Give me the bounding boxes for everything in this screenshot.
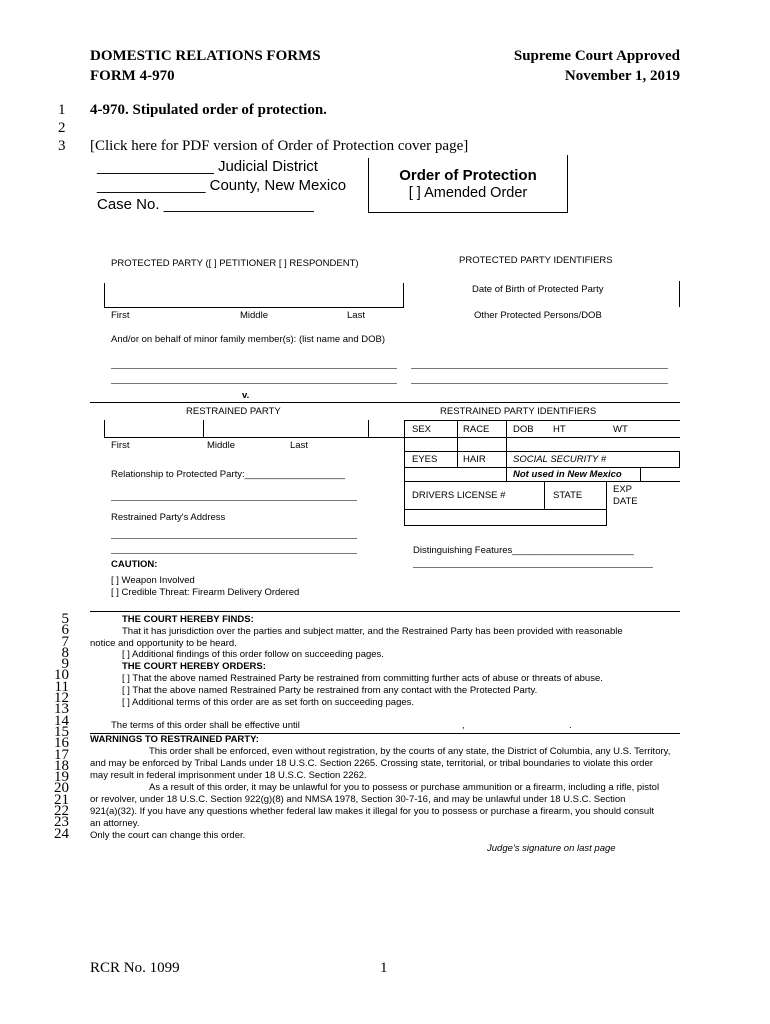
warning-text: This order shall be enforced, even without registration, by the courts of any state, the District of Columbia, any U.S. Territory, xyxy=(149,746,671,757)
race-label: RACE xyxy=(463,424,490,435)
weight-label: WT xyxy=(613,424,628,435)
minor-field-1[interactable] xyxy=(111,368,397,369)
additional-findings-checkbox[interactable]: [ ] Additional findings of this order follow on succeeding pages. xyxy=(122,649,384,660)
other-field-1[interactable] xyxy=(411,368,668,369)
ssn-note: Not used in New Mexico xyxy=(513,469,622,480)
first-name-label: First xyxy=(111,310,130,321)
warning-text: As a result of this order, it may be unlawful for you to possess or purchase ammunition or a firearm, including a rifle, pistol xyxy=(149,782,660,793)
approval-date: November 1, 2019 xyxy=(564,68,680,84)
sex-label: SEX xyxy=(412,424,432,435)
approval-text: Supreme Court Approved xyxy=(513,48,680,64)
last-name-label: Last xyxy=(290,440,308,451)
order-no-contact-checkbox[interactable]: [ ] That the above named Restrained Party be restrained from any contact with the Protected Party. xyxy=(122,685,538,696)
grid-line xyxy=(404,437,680,438)
line-number: 1 xyxy=(58,102,66,118)
protected-name-field[interactable] xyxy=(104,307,404,308)
last-name-label: Last xyxy=(347,310,365,321)
restrained-name-field[interactable] xyxy=(104,437,404,438)
amended-order-checkbox[interactable]: [ ] Amended Order xyxy=(408,185,528,201)
name-box-right xyxy=(403,283,404,307)
grid-line xyxy=(404,467,680,468)
form-number: FORM 4-970 xyxy=(90,68,175,84)
grid-line xyxy=(404,420,405,526)
weapon-checkbox[interactable]: [ ] Weapon Involved xyxy=(111,575,195,586)
form-series: DOMESTIC RELATIONS FORMS xyxy=(90,48,321,64)
section-rule xyxy=(90,402,680,403)
grid-line xyxy=(506,467,507,482)
additional-terms-checkbox[interactable]: [ ] Additional terms of this order are as set forth on succeeding pages. xyxy=(122,697,415,708)
grid-line xyxy=(404,481,680,482)
height-label: HT xyxy=(553,424,566,435)
relationship-line-2[interactable] xyxy=(111,500,357,501)
findings-jurisdiction: That it has jurisdiction over the parties and subject matter, and the Restrained Party has been provided with reasonable xyxy=(122,626,623,637)
rcr-number: RCR No. 1099 xyxy=(90,960,180,976)
grid-line xyxy=(544,481,545,509)
caption-right-border xyxy=(567,155,568,213)
relationship-field[interactable]: Relationship to Protected Party:___________________ xyxy=(111,469,345,480)
protected-party-heading: PROTECTED PARTY ([ ] PETITIONER [ ] RESPONDENT) xyxy=(111,258,359,269)
protected-dob-label: Date of Birth of Protected Party xyxy=(472,284,604,295)
judicial-district-field[interactable]: ______________ Judicial District xyxy=(97,158,318,175)
drivers-license-label: DRIVERS LICENSE # xyxy=(412,490,506,501)
grid-line xyxy=(679,451,680,468)
grid-line xyxy=(404,451,680,452)
first-name-label: First xyxy=(111,440,130,451)
judge-signature-note: Judge's signature on last page xyxy=(487,843,616,854)
line-number: 2 xyxy=(58,120,66,136)
findings-heading: THE COURT HEREBY FINDS: xyxy=(122,614,254,625)
order-no-abuse-checkbox[interactable]: [ ] That the above named Restrained Party be restrained from committing further acts of abuse or threats of abuse. xyxy=(122,673,603,684)
identifier-box-right xyxy=(679,281,680,307)
warning-text: may result in federal imprisonment under 18 U.S.C. Section 2262. xyxy=(90,770,367,781)
threat-checkbox[interactable]: [ ] Credible Threat: Firearm Delivery Ordered xyxy=(111,587,300,598)
page-number: 1 xyxy=(380,960,388,976)
line-numbers: 5 6 7 8 9 10 11 12 13 14 15 16 17 18 19 20 21 22 23 24 xyxy=(54,611,69,842)
name-box-left xyxy=(104,283,105,307)
case-number-field[interactable]: Case No. __________________ xyxy=(97,196,314,213)
versus: v. xyxy=(242,390,250,401)
effective-until-label: The terms of this order shall be effective until xyxy=(111,720,300,731)
state-label: STATE xyxy=(553,490,583,501)
warning-text: or revolver, under 18 U.S.C. Section 922(g)(8) and NMSA 1978, Section 30-7-16, and may be unlawful under 18 U.S.C. Section xyxy=(90,794,626,805)
middle-name-label: Middle xyxy=(240,310,268,321)
address-label: Restrained Party's Address xyxy=(111,512,226,523)
drivers-license-field[interactable] xyxy=(404,525,606,526)
other-protected-label: Other Protected Persons/DOB xyxy=(474,310,602,321)
pdf-link[interactable]: [Click here for PDF version of Order of Protection cover page] xyxy=(90,138,469,154)
findings-notice: notice and opportunity to be heard. xyxy=(90,638,237,649)
features-field-2[interactable] xyxy=(413,567,653,568)
section-rule xyxy=(90,611,680,612)
grid-line xyxy=(404,420,680,421)
other-field-2[interactable] xyxy=(411,383,668,384)
form-title: 4-970. Stipulated order of protection. xyxy=(90,102,327,118)
address-field-2[interactable] xyxy=(111,553,357,554)
middle-name-label: Middle xyxy=(207,440,235,451)
exp-label: EXP xyxy=(613,484,633,495)
grid-line xyxy=(506,420,507,468)
ssn-label: SOCIAL SECURITY # xyxy=(513,454,607,465)
minor-members-label: And/or on behalf of minor family member(s): (list name and DOB) xyxy=(111,334,386,345)
line-number: 3 xyxy=(58,138,66,154)
name-box-left xyxy=(104,420,105,437)
caution-heading: CAUTION: xyxy=(111,559,158,570)
address-field-1[interactable] xyxy=(111,538,357,539)
dob-label: DOB xyxy=(513,424,534,435)
exp-date-label: DATE xyxy=(613,496,638,507)
minor-field-2[interactable] xyxy=(111,383,397,384)
warnings-heading: WARNINGS TO RESTRAINED PARTY: xyxy=(90,734,259,745)
grid-line xyxy=(640,467,641,482)
eyes-label: EYES xyxy=(412,454,438,465)
restrained-party-heading: RESTRAINED PARTY xyxy=(186,406,281,417)
name-box-divider xyxy=(368,420,369,437)
warning-text: 921(a)(32). If you have any questions whether federal law makes it illegal for you to possess or purchase a firearm, you should consult xyxy=(90,806,654,817)
warning-text: an attorney. xyxy=(90,818,140,829)
name-box-divider xyxy=(203,420,204,437)
protected-identifiers-heading: PROTECTED PARTY IDENTIFIERS xyxy=(459,255,613,266)
orders-heading: THE COURT HEREBY ORDERS: xyxy=(122,661,266,672)
order-title: Order of Protection xyxy=(399,167,537,184)
grid-line xyxy=(404,509,606,510)
effective-period: . xyxy=(569,720,572,731)
county-field[interactable]: _____________ County, New Mexico xyxy=(97,177,347,194)
restrained-identifiers-heading: RESTRAINED PARTY IDENTIFIERS xyxy=(440,406,597,417)
grid-line xyxy=(606,481,607,526)
distinguishing-features-field[interactable]: Distinguishing Features_______________________ xyxy=(413,545,634,556)
effective-comma: , xyxy=(462,720,465,731)
grid-line xyxy=(457,420,458,468)
warning-text: Only the court can change this order. xyxy=(90,830,246,841)
hair-label: HAIR xyxy=(463,454,486,465)
warning-text: and may be enforced by Tribal Lands under 18 U.S.C. Section 2265. Crossing state, territorial, or tribal boundaries to violate this order xyxy=(90,758,653,769)
caption-bottom-border xyxy=(368,212,568,213)
